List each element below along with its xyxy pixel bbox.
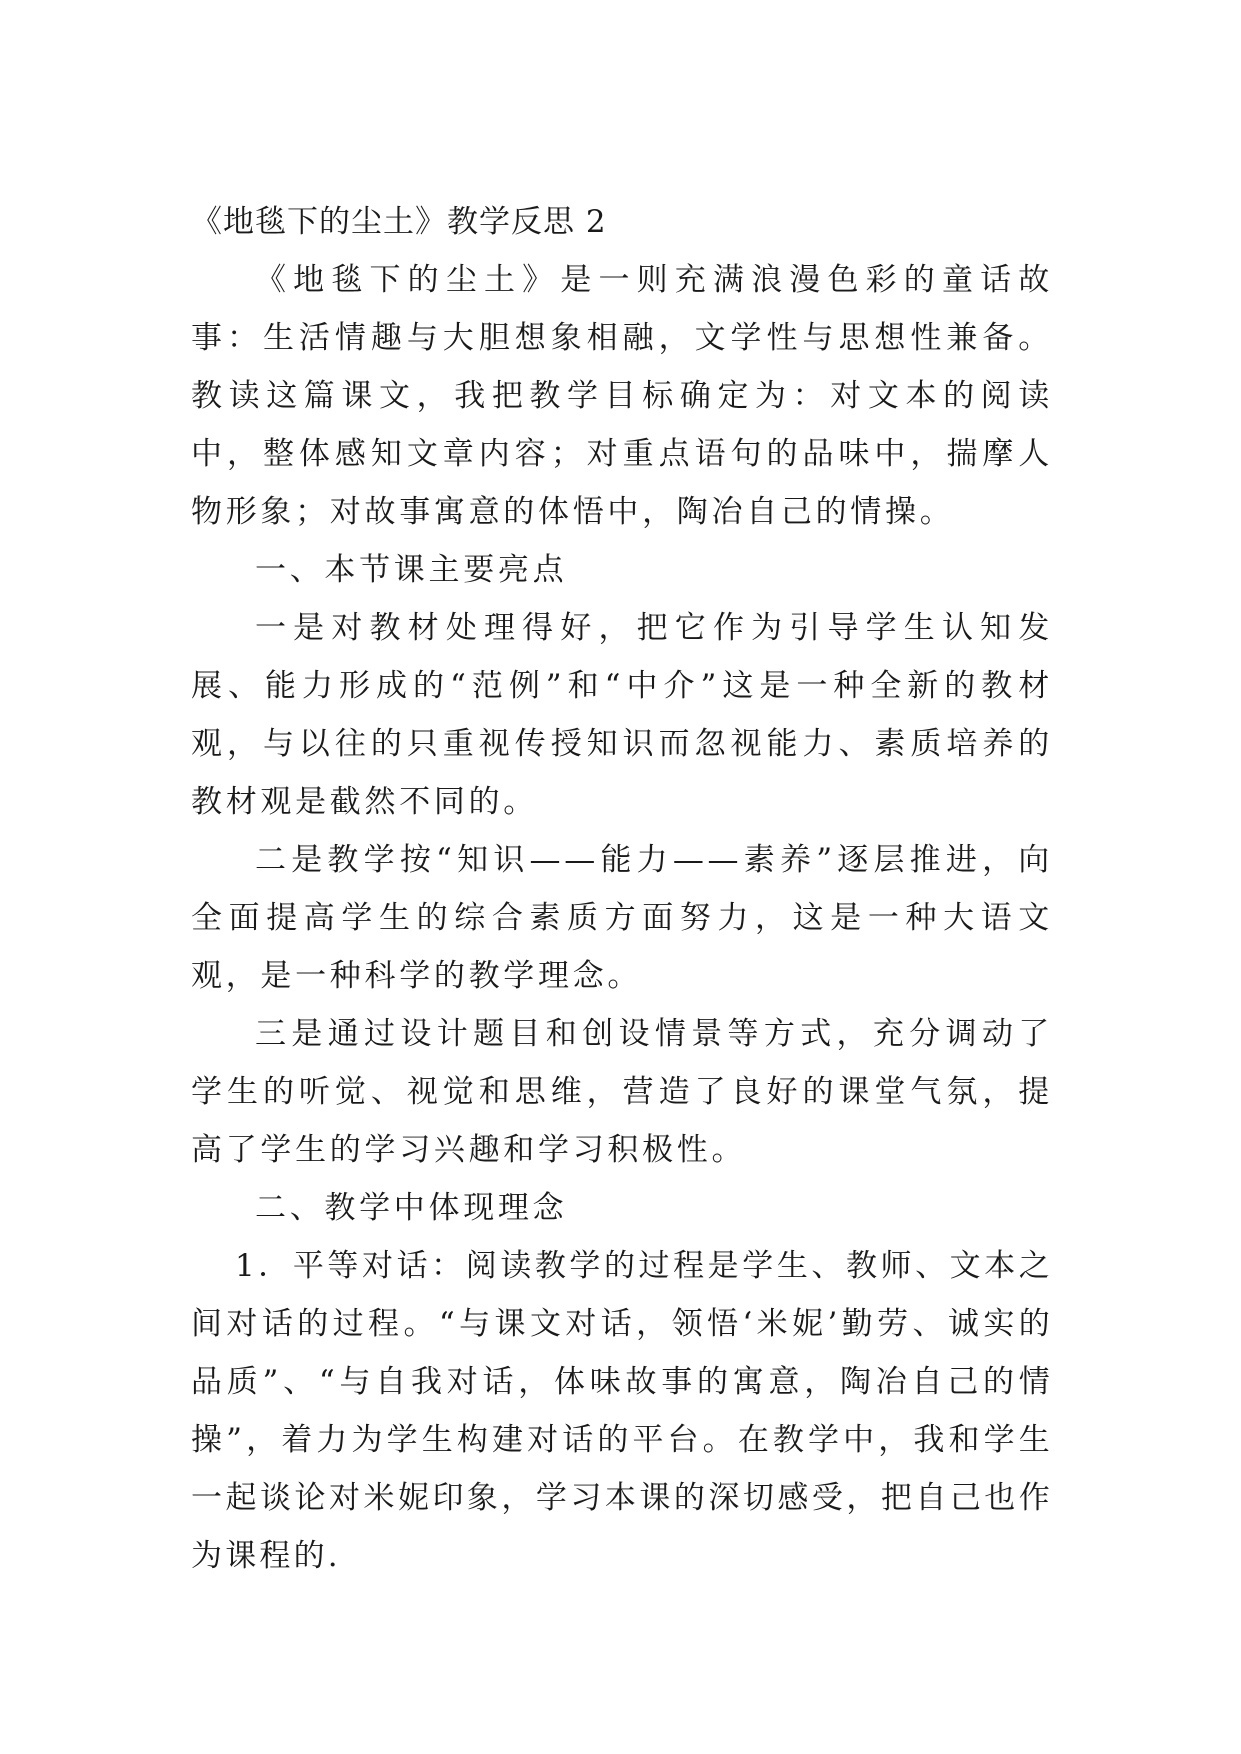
section-2-item: 1．平等对话：阅读教学的过程是学生、教师、文本之间对话的过程。“与课文对话，领悟‘米妮’勤劳、诚实的品质”、“与自我对话，体味故事的寓意，陶冶自己的情操”，着力为学生构建对话的平台。在教学中，我和学生一起谈论对米妮印象，学习本课的深切感受，把自己也作为课程的. — [191, 1248, 1053, 1574]
document-page — [191, 193, 1053, 1585]
document-title: 《地毯下的尘土》教学反思 2 — [191, 204, 607, 240]
section-1-point: 三是通过设计题目和创设情景等方式，充分调动了学生的听觉、视觉和思维，营造了良好的课堂气氛，提高了学生的学习兴趣和学习积极性。 — [191, 1016, 1053, 1168]
section-1-heading: 一、本节课主要亮点 — [255, 552, 568, 588]
section-2-heading: 二、教学中体现理念 — [255, 1190, 568, 1226]
section-1-point: 一是对教材处理得好，把它作为引导学生认知发展、能力形成的“范例”和“中介”这是一种全新的教材观，与以往的只重视传授知识而忽视能力、素质培养的教材观是截然不同的。 — [191, 610, 1053, 820]
section-1-point: 二是教学按“知识——能力——素养”逐层推进，向全面提高学生的综合素质方面努力，这是一种大语文观，是一种科学的教学理念。 — [191, 842, 1053, 994]
intro-paragraph: 《地毯下的尘土》是一则充满浪漫色彩的童话故事：生活情趣与大胆想象相融，文学性与思想性兼备。教读这篇课文，我把教学目标确定为：对文本的阅读中，整体感知文章内容；对重点语句的品味中，揣摩人物形象；对故事寓意的体悟中，陶冶自己的情操。 — [191, 262, 1053, 530]
